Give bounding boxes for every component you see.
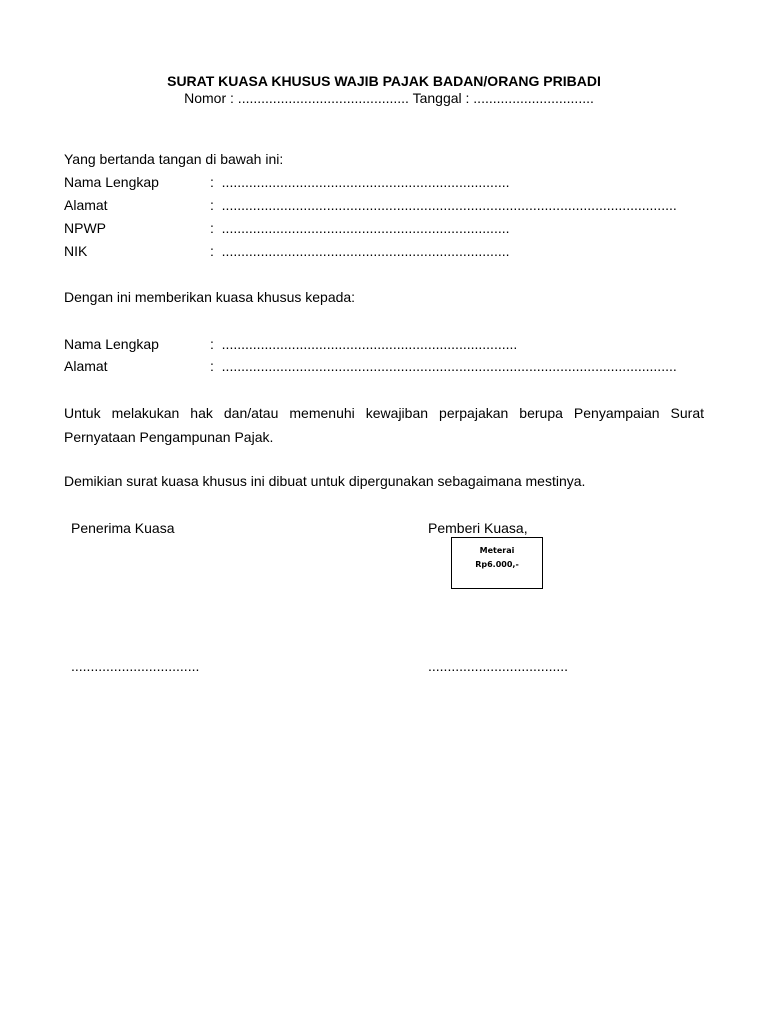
- grantor-npwp-label: NPWP: [64, 220, 106, 236]
- grantee-intro: Dengan ini memberikan kuasa khusus kepada:: [64, 289, 356, 305]
- recipient-signature-line: .................................: [71, 658, 200, 674]
- grantor-name-field: : ..........................................................................: [210, 174, 510, 190]
- number-date-line: Nomor : ............................................ Tanggal : ...............................: [184, 90, 594, 106]
- grantor-address-field: : .....................................................................................................................: [210, 197, 677, 213]
- recipient-label: Penerima Kuasa: [71, 520, 175, 536]
- grantee-name-field: : ............................................................................: [210, 336, 518, 352]
- grantor-nik-label: NIK: [64, 243, 88, 259]
- grantor-nik-field: : ..........................................................................: [210, 243, 510, 259]
- grantor-intro: Yang bertanda tangan di bawah ini:: [64, 151, 284, 167]
- grantee-address-field: : .....................................................................................................................: [210, 358, 677, 374]
- stamp-duty-box: [451, 537, 543, 589]
- grantee-address-label: Alamat: [64, 358, 108, 374]
- grantee-name-label: Nama Lengkap: [64, 336, 159, 352]
- purpose-paragraph: Untuk melakukan hak dan/atau memenuhi kewajiban perpajakan berupa Penyampaian Surat Pernyataan Pengampunan Pajak.: [64, 405, 704, 445]
- grantor-npwp-field: : ..........................................................................: [210, 220, 510, 236]
- giver-signature-line: ....................................: [428, 658, 569, 674]
- document-title: SURAT KUASA KHUSUS WAJIB PAJAK BADAN/ORANG PRIBADI: [167, 73, 601, 89]
- stamp-label: Meterai: [479, 546, 515, 555]
- closing-paragraph: Demikian surat kuasa khusus ini dibuat untuk dipergunakan sebagaimana mestinya.: [64, 473, 586, 489]
- giver-label: Pemberi Kuasa,: [428, 520, 528, 536]
- grantor-name-label: Nama Lengkap: [64, 174, 159, 190]
- grantor-address-label: Alamat: [64, 197, 108, 213]
- stamp-amount: Rp6.000,-: [475, 560, 519, 569]
